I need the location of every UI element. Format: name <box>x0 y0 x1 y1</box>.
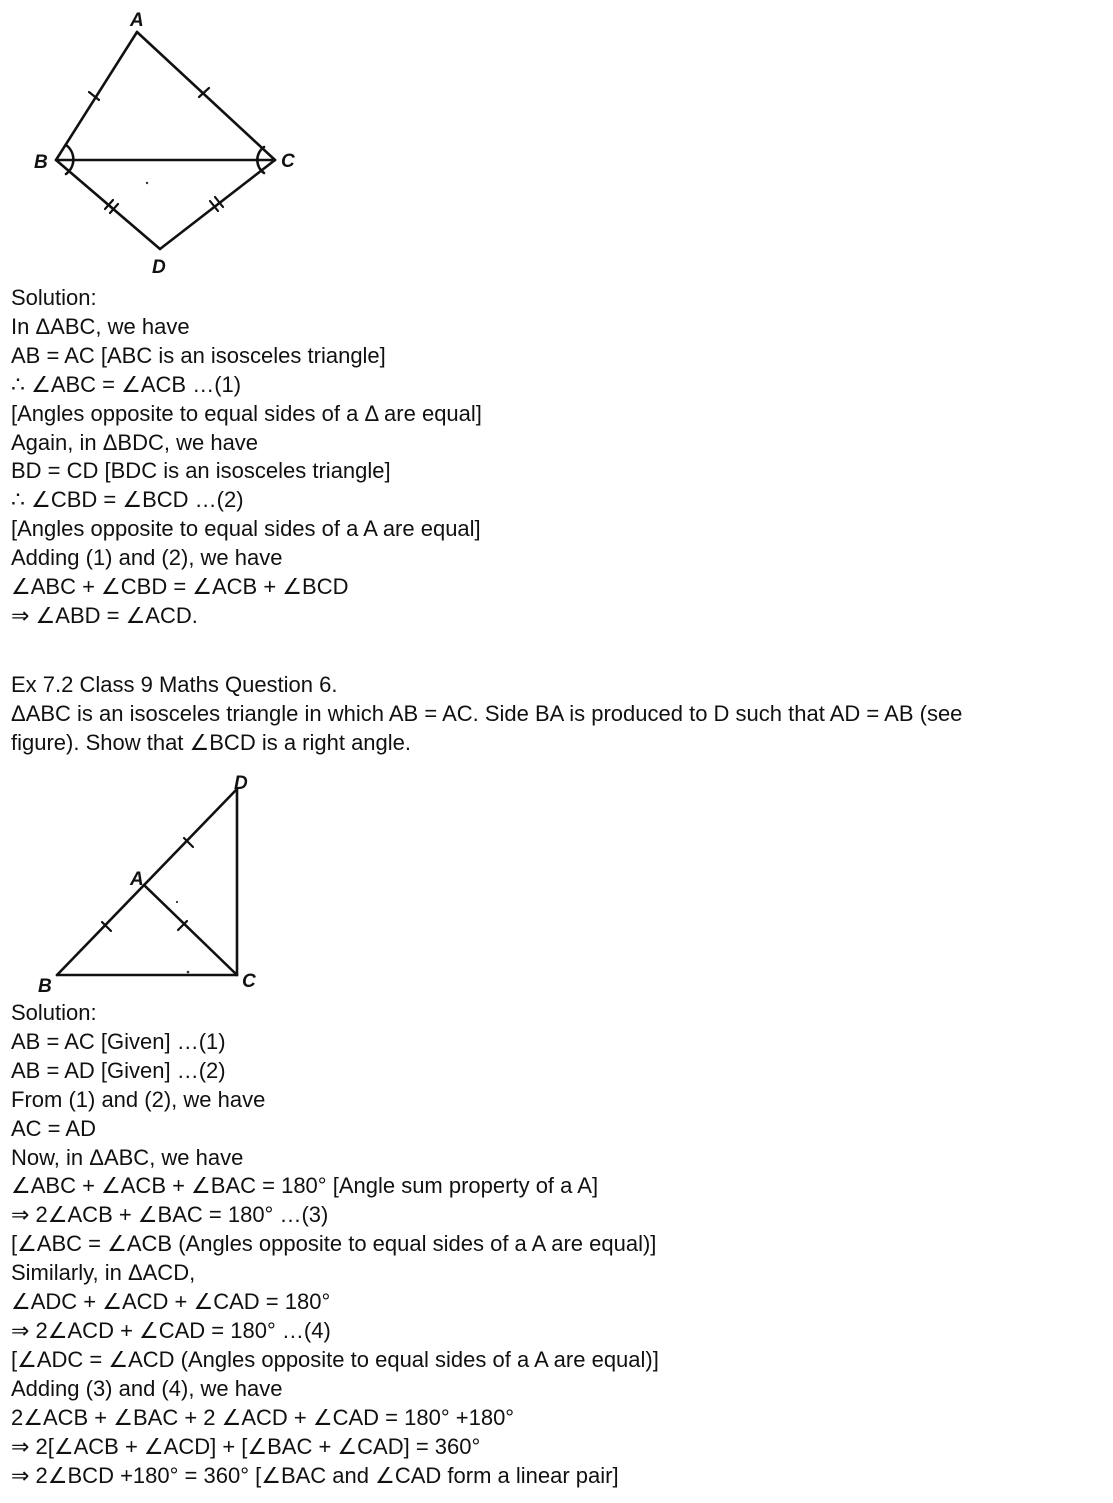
figure-triangle-bcd <box>0 762 300 1002</box>
text-line: [∠ADC = ∠ACD (Angles opposite to equal sides of a A are equal)] <box>11 1346 659 1372</box>
speck <box>176 901 178 903</box>
text-line: ∠ABC + ∠CBD = ∠ACB + ∠BCD <box>11 574 349 600</box>
text-line: AC = AD <box>11 1115 96 1141</box>
text-line: AB = AD [Given] …(2) <box>11 1057 226 1083</box>
text-line: ∴ ∠CBD = ∠BCD …(2) <box>11 487 244 513</box>
segment-cd <box>160 160 275 249</box>
text-line: ∴ ∠ABC = ∠ACB …(1) <box>11 371 242 397</box>
vertex-label-c: C <box>242 971 256 992</box>
text-line: BD = CD [BDC is an isosceles triangle] <box>11 458 391 484</box>
solution-block-2 <box>11 999 1105 1490</box>
speck <box>146 182 148 184</box>
text-line: AB = AC [ABC is an isosceles triangle] <box>11 342 386 368</box>
text-line: [Angles opposite to equal sides of a A are equal] <box>11 516 481 542</box>
text-line: ⇒ 2∠ACB + ∠BAC = 180° …(3) <box>11 1202 329 1228</box>
segment-ac <box>137 32 275 160</box>
vertex-label-d: D <box>152 257 166 278</box>
question-text: ΔABC is an isosceles triangle in which AB = AC. Side BA is produced to D such that AD = AB (see <box>11 700 963 726</box>
segment-ab <box>56 32 137 160</box>
text-line: Now, in ΔABC, we have <box>11 1144 244 1170</box>
vertex-label-b: B <box>38 976 52 997</box>
question-block <box>11 671 1105 758</box>
text-line: 2∠ACB + ∠BAC + 2 ∠ACD + ∠CAD = 180° +180° <box>11 1404 515 1430</box>
text-line: [∠ABC = ∠ACB (Angles opposite to equal sides of a A are equal)] <box>11 1231 657 1257</box>
text-line: ⇒ ∠ABD = ∠ACD. <box>11 602 198 628</box>
text-line: Adding (1) and (2), we have <box>11 545 283 571</box>
text-line: Solution: <box>11 1000 97 1025</box>
text-line: AB = AC [Given] …(1) <box>11 1028 226 1054</box>
text-line: Solution: <box>11 285 97 310</box>
segment-ac <box>144 885 237 975</box>
text-line: In ΔABC, we have <box>11 313 190 339</box>
text-line: ⇒ 2[∠ACB + ∠ACD] + [∠BAC + ∠CAD] = 360° <box>11 1433 481 1459</box>
text-line: ⇒ 2∠BCD +180° = 360° [∠BAC and ∠CAD form a linear pair] <box>11 1462 619 1488</box>
vertex-label-d: D <box>234 773 248 794</box>
text-line: Similarly, in ΔACD, <box>11 1260 196 1286</box>
text-line: [Angles opposite to equal sides of a Δ are equal] <box>11 400 482 426</box>
vertex-label-a: A <box>130 10 144 31</box>
speck <box>187 971 190 974</box>
question-heading: Ex 7.2 Class 9 Maths Question 6. <box>11 672 338 697</box>
text-line: ∠ADC + ∠ACD + ∠CAD = 180° <box>11 1289 331 1315</box>
text-line: ∠ABC + ∠ACB + ∠BAC = 180° [Angle sum property of a A] <box>11 1173 599 1199</box>
text-line: ⇒ 2∠ACD + ∠CAD = 180° …(4) <box>11 1317 331 1343</box>
vertex-label-b: B <box>34 152 48 173</box>
text-line: Adding (3) and (4), we have <box>11 1375 283 1401</box>
question-text: figure). Show that ∠BCD is a right angle. <box>11 729 412 755</box>
solution-block-1 <box>11 284 1105 631</box>
text-line: From (1) and (2), we have <box>11 1086 266 1112</box>
vertex-label-a: A <box>130 869 144 890</box>
vertex-label-c: C <box>281 151 295 172</box>
figure-quadrilateral-abdc <box>0 0 320 285</box>
text-line: Again, in ΔBDC, we have <box>11 429 259 455</box>
